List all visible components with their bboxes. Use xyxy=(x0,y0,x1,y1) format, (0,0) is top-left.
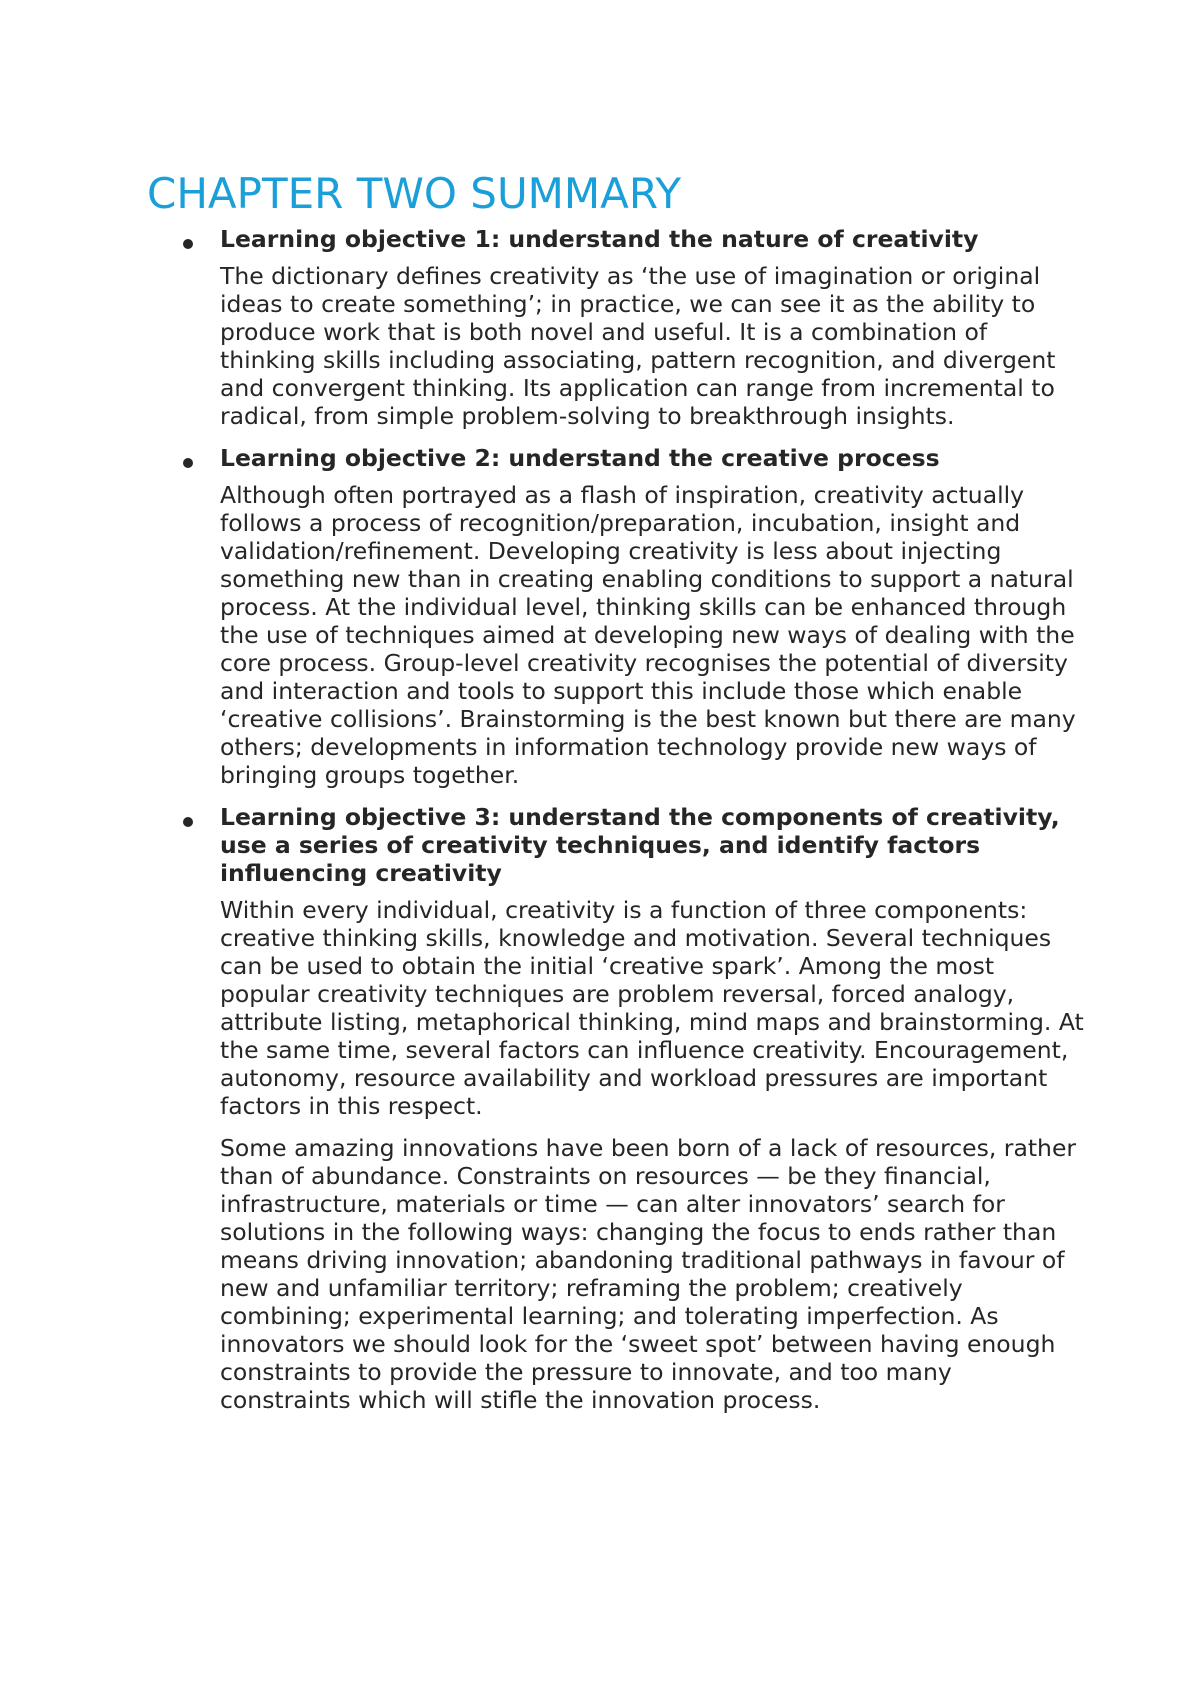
objective-paragraph: Although often portrayed as a flash of inspiration, creativity actually follows a process of recognition/preparation, incubation, insight and validation/refinement. Developing creativity is less about injecting something new than in creating enabling conditions to support a natural process. At the individual level, thinking skills can be enhanced through the use of techniques aimed at developing new ways of dealing with the core process. Group-level creativity recognises the potential of diversity and interaction and tools to support this include those which enable ‘creative collisions’. Brainstorming is the best known but there are many others; developments in information technology provide new ways of bringing groups together. xyxy=(220,481,1076,789)
list-item xyxy=(0,803,1200,1414)
objective-paragraph: Within every individual, creativity is a function of three components: creative thinking skills, knowledge and motivation. Several techniques can be used to obtain the initial ‘creative spark’. Among the most popular creativity techniques are problem reversal, forced analogy, attribute listing, metaphorical thinking, mind maps and brainstorming. At the same time, several factors can influence creativity. Encouragement, autonomy, resource availability and workload pressures are important factors in this respect. xyxy=(220,896,1084,1120)
objective-heading: Learning objective 3: understand the components of creativity, use a series of creativity techniques, and identify factors influencing creativity xyxy=(220,803,1060,887)
page-title: CHAPTER TWO SUMMARY xyxy=(147,169,682,218)
bullet-icon xyxy=(183,458,193,468)
objective-paragraph: Some amazing innovations have been born of a lack of resources, rather than of abundance. Constraints on resources — be they financial, infrastructure, materials or time — can alter innovators’ search for solutions in the following ways: changing the focus to ends rather than means driving innovation; abandoning traditional pathways in favour of new and unfamiliar territory; reframing the problem; creatively combining; experimental learning; and tolerating imperfection. As innovators we should look for the ‘sweet spot’ between having enough constraints to provide the pressure to innovate, and too many constraints which will stifle the innovation process. xyxy=(220,1134,1077,1414)
objectives-list xyxy=(0,225,1200,1414)
bullet-icon xyxy=(183,817,193,827)
list-item xyxy=(0,225,1200,430)
list-item xyxy=(0,444,1200,789)
objective-heading: Learning objective 2: understand the creative process xyxy=(220,444,940,472)
objective-paragraph: The dictionary defines creativity as ‘the use of imagination or original ideas to create something’; in practice, we can see it as the ability to produce work that is both novel and useful. It is a combination of thinking skills including associating, pattern recognition, and divergent and convergent thinking. Its application can range from incremental to radical, from simple problem-solving to breakthrough insights. xyxy=(220,262,1056,430)
bullet-icon xyxy=(183,239,193,249)
objective-heading: Learning objective 1: understand the nature of creativity xyxy=(220,225,979,253)
